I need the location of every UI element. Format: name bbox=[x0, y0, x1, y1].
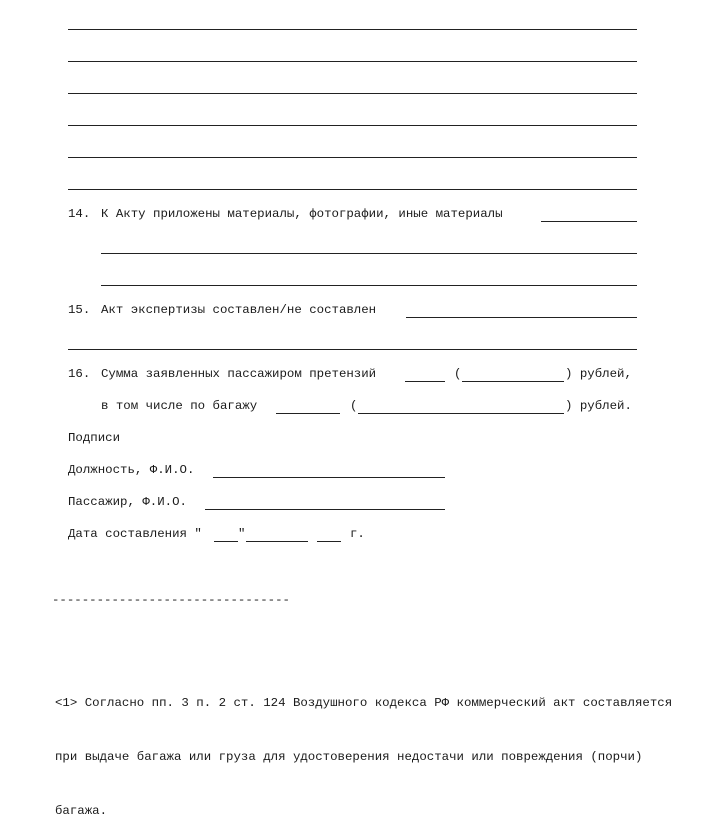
blank-line bbox=[68, 29, 637, 30]
item-16-suffix: ) рублей, bbox=[565, 367, 632, 381]
blank-line bbox=[68, 61, 637, 62]
date-month-field[interactable] bbox=[246, 541, 308, 542]
item-16-text: Сумма заявленных пассажиром претензий bbox=[101, 367, 377, 381]
footnote-line: багажа. bbox=[55, 804, 108, 818]
blank-line bbox=[68, 189, 637, 190]
claim-amount-words-field[interactable] bbox=[462, 381, 564, 382]
date-day-field[interactable] bbox=[214, 541, 238, 542]
baggage-text: в том числе по багажу bbox=[101, 399, 258, 413]
open-paren: ( bbox=[350, 399, 358, 413]
signatures-heading: Подписи bbox=[68, 431, 121, 445]
baggage-suffix: ) рублей. bbox=[565, 399, 632, 413]
baggage-amount-field[interactable] bbox=[276, 413, 340, 414]
item-14-text: К Акту приложены материалы, фотографии, иные материалы bbox=[101, 207, 503, 221]
item-14-line[interactable] bbox=[101, 285, 637, 286]
claim-amount-field[interactable] bbox=[405, 381, 445, 382]
passenger-field[interactable] bbox=[205, 509, 445, 510]
item-16-number: 16. bbox=[68, 367, 91, 381]
footnote-separator: -------------------------------- bbox=[52, 593, 290, 607]
blank-line bbox=[68, 157, 637, 158]
blank-line bbox=[68, 125, 637, 126]
year-suffix: г. bbox=[350, 527, 365, 541]
item-15-number: 15. bbox=[68, 303, 91, 317]
footnote bbox=[55, 658, 710, 838]
item-14-number: 14. bbox=[68, 207, 91, 221]
item-15-line[interactable] bbox=[68, 349, 637, 350]
open-paren: ( bbox=[454, 367, 462, 381]
item-15-text: Акт экспертизы составлен/не составлен bbox=[101, 303, 377, 317]
footnote-line: <1> Согласно пп. 3 п. 2 ст. 124 Воздушного кодекса РФ коммерческий акт составляется bbox=[55, 696, 673, 710]
item-15-field[interactable] bbox=[406, 317, 637, 318]
position-field[interactable] bbox=[213, 477, 445, 478]
item-14-field[interactable] bbox=[541, 221, 637, 222]
blank-line bbox=[68, 93, 637, 94]
item-14-line[interactable] bbox=[101, 253, 637, 254]
baggage-amount-words-field[interactable] bbox=[358, 413, 564, 414]
position-label: Должность, Ф.И.О. bbox=[68, 463, 195, 477]
date-year-field[interactable] bbox=[317, 541, 341, 542]
passenger-label: Пассажир, Ф.И.О. bbox=[68, 495, 187, 509]
footnote-line: при выдаче багажа или груза для удостоверения недостачи или повреждения (порчи) bbox=[55, 750, 643, 764]
date-label: Дата составления " bbox=[68, 527, 202, 541]
date-quote: " bbox=[238, 527, 246, 541]
